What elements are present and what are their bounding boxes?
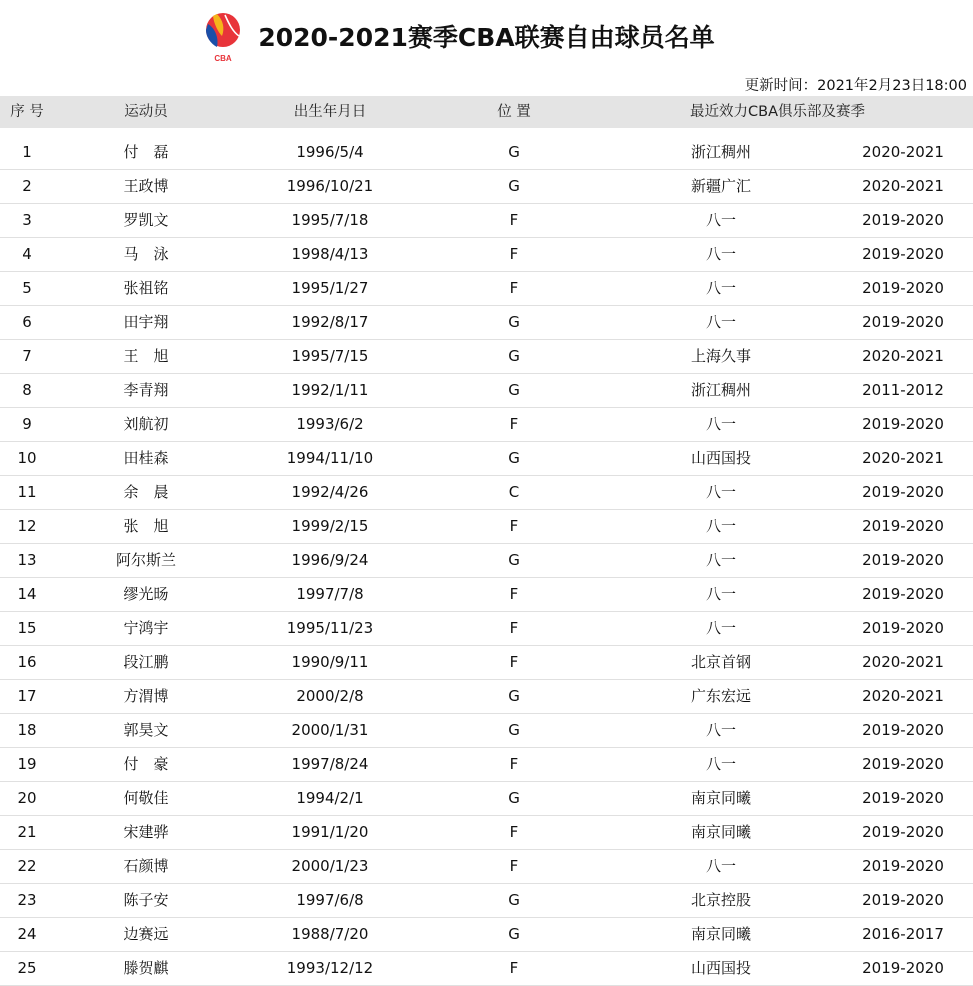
table-row — [0, 816, 973, 850]
cell-name: 宋建骅 — [123, 823, 169, 841]
cell-birth: 1994/2/1 — [296, 789, 364, 807]
table-row — [0, 272, 973, 306]
cell-name: 边赛远 — [123, 925, 169, 943]
cell-name: 滕贺麒 — [123, 959, 169, 977]
table-row — [0, 306, 973, 340]
cell-position: F — [509, 823, 519, 841]
table-row — [0, 612, 973, 646]
cell-position: F — [509, 653, 519, 671]
header-position: 位 置 — [497, 104, 531, 120]
cell-position: G — [508, 381, 520, 399]
cell-position: G — [508, 721, 520, 739]
cell-name: 张祖铭 — [123, 279, 169, 297]
cell-name: 石颜博 — [123, 857, 169, 875]
cell-birth: 1996/10/21 — [286, 177, 374, 195]
cell-season: 2019-2020 — [862, 279, 944, 297]
cell-position: F — [509, 245, 519, 263]
cell-season: 2019-2020 — [862, 585, 944, 603]
cell-no: 3 — [22, 211, 32, 229]
cell-position: F — [509, 517, 519, 535]
cell-no: 1 — [22, 143, 32, 161]
cell-club: 八一 — [705, 551, 736, 569]
cell-no: 18 — [17, 721, 37, 739]
cell-no: 23 — [17, 891, 37, 909]
table-row — [0, 510, 973, 544]
cell-club: 八一 — [705, 585, 736, 603]
cell-no: 25 — [17, 959, 37, 977]
cell-club: 浙江稠州 — [690, 143, 751, 161]
cell-no: 22 — [17, 857, 37, 875]
cell-position: G — [508, 177, 520, 195]
cell-name: 郭昊文 — [123, 721, 169, 739]
table-row — [0, 442, 973, 476]
cell-club: 八一 — [705, 279, 736, 297]
cell-birth: 1997/8/24 — [291, 755, 369, 773]
cell-season: 2019-2020 — [862, 211, 944, 229]
cell-birth: 1993/6/2 — [296, 415, 364, 433]
cell-club: 八一 — [705, 313, 736, 331]
cell-position: G — [508, 313, 520, 331]
table-row — [0, 782, 973, 816]
cell-season: 2020-2021 — [862, 143, 944, 161]
cell-name: 陈子安 — [123, 891, 169, 909]
table-row — [0, 238, 973, 272]
cell-birth: 1995/7/15 — [291, 347, 369, 365]
header-no: 序 号 — [10, 104, 44, 120]
cell-position: F — [509, 585, 519, 603]
table-row — [0, 952, 973, 986]
table-row — [0, 748, 973, 782]
cell-birth: 1999/2/15 — [291, 517, 369, 535]
cell-club: 八一 — [705, 619, 736, 637]
cell-season: 2020-2021 — [862, 449, 944, 467]
cell-name: 阿尔斯兰 — [115, 551, 176, 569]
cell-no: 4 — [22, 245, 32, 263]
table-row — [0, 408, 973, 442]
cell-position: F — [509, 857, 519, 875]
cell-birth: 2000/2/8 — [296, 687, 364, 705]
cell-season: 2011-2012 — [862, 381, 944, 399]
cell-birth: 1988/7/20 — [291, 925, 369, 943]
cell-season: 2019-2020 — [862, 891, 944, 909]
player-table-body — [0, 136, 973, 986]
cell-no: 7 — [22, 347, 32, 365]
cell-name: 段江鹏 — [123, 653, 169, 671]
cell-season: 2019-2020 — [862, 245, 944, 263]
cell-birth: 1995/11/23 — [286, 619, 374, 637]
cell-season: 2019-2020 — [862, 415, 944, 433]
header-birth: 出生年月日 — [293, 104, 367, 120]
cell-season: 2019-2020 — [862, 959, 944, 977]
cell-club: 上海久事 — [690, 347, 751, 365]
cell-birth: 1994/11/10 — [286, 449, 374, 467]
cell-birth: 1991/1/20 — [291, 823, 369, 841]
page-title: 2020-2021赛季CBA联赛自由球员名单 — [258, 23, 715, 52]
cell-club: 南京同曦 — [690, 823, 751, 841]
cell-season: 2019-2020 — [862, 721, 944, 739]
cell-season: 2019-2020 — [862, 789, 944, 807]
cell-birth: 2000/1/23 — [291, 857, 369, 875]
cell-birth: 1996/5/4 — [296, 143, 364, 161]
table-row — [0, 714, 973, 748]
cell-name: 刘航初 — [123, 415, 169, 433]
cell-no: 8 — [22, 381, 32, 399]
cell-name: 张 旭 — [123, 517, 169, 535]
update-time: 更新时间：2021年2月23日18:00 — [744, 78, 967, 94]
cell-no: 15 — [17, 619, 37, 637]
cell-name: 余 晨 — [123, 483, 169, 501]
cell-name: 李青翔 — [123, 381, 169, 399]
cell-position: G — [508, 925, 520, 943]
table-row — [0, 884, 973, 918]
cell-name: 宁鸿宇 — [123, 619, 169, 637]
table-header — [0, 96, 973, 128]
cell-club: 北京控股 — [690, 891, 751, 909]
cell-club: 八一 — [705, 211, 736, 229]
cell-club: 山西国投 — [690, 959, 751, 977]
cell-no: 11 — [17, 483, 37, 501]
cell-season: 2019-2020 — [862, 483, 944, 501]
cell-name: 方渭博 — [123, 687, 169, 705]
cell-birth: 1995/7/18 — [291, 211, 369, 229]
cell-club: 广东宏远 — [690, 687, 751, 705]
cell-club: 八一 — [705, 755, 736, 773]
table-row — [0, 544, 973, 578]
cell-no: 2 — [22, 177, 32, 195]
cell-no: 13 — [17, 551, 37, 569]
cell-season: 2020-2021 — [862, 347, 944, 365]
table-row — [0, 374, 973, 408]
cell-birth: 1997/7/8 — [296, 585, 364, 603]
cell-season: 2019-2020 — [862, 619, 944, 637]
table-row — [0, 136, 973, 170]
table-row — [0, 476, 973, 510]
cell-birth: 1996/9/24 — [291, 551, 369, 569]
cell-no: 24 — [17, 925, 37, 943]
cell-season: 2019-2020 — [862, 857, 944, 875]
table-row — [0, 918, 973, 952]
logo-text: CBA — [214, 54, 232, 63]
cell-name: 付 豪 — [123, 755, 169, 773]
cell-no: 14 — [17, 585, 37, 603]
cell-club: 北京首钢 — [690, 653, 751, 671]
cell-position: G — [508, 449, 520, 467]
cell-position: G — [508, 347, 520, 365]
cell-no: 16 — [17, 653, 37, 671]
table-row — [0, 204, 973, 238]
cell-name: 王 旭 — [123, 347, 169, 365]
cell-position: F — [509, 211, 519, 229]
cell-season: 2019-2020 — [862, 823, 944, 841]
cell-birth: 2000/1/31 — [291, 721, 369, 739]
cell-club: 八一 — [705, 415, 736, 433]
cell-season: 2019-2020 — [862, 551, 944, 569]
cell-no: 10 — [17, 449, 37, 467]
cell-season: 2016-2017 — [862, 925, 944, 943]
cell-birth: 1997/6/8 — [296, 891, 364, 909]
cell-no: 20 — [17, 789, 37, 807]
cell-position: G — [508, 551, 520, 569]
cell-season: 2019-2020 — [862, 313, 944, 331]
cell-name: 缪光旸 — [123, 585, 169, 603]
cell-season: 2020-2021 — [862, 177, 944, 195]
cell-no: 6 — [22, 313, 32, 331]
cell-no: 19 — [17, 755, 37, 773]
cell-season: 2020-2021 — [862, 687, 944, 705]
cell-no: 9 — [22, 415, 32, 433]
cell-name: 马 泳 — [123, 245, 169, 263]
cell-club: 浙江稠州 — [690, 381, 751, 399]
cell-position: F — [509, 959, 519, 977]
table-row — [0, 850, 973, 884]
cell-name: 田桂森 — [123, 449, 169, 467]
cell-position: F — [509, 619, 519, 637]
cell-club: 南京同曦 — [690, 789, 751, 807]
cell-birth: 1992/4/26 — [291, 483, 369, 501]
cell-birth: 1992/8/17 — [291, 313, 369, 331]
cell-no: 5 — [22, 279, 32, 297]
cell-club: 八一 — [705, 483, 736, 501]
cell-position: G — [508, 143, 520, 161]
cell-position: F — [509, 415, 519, 433]
cell-name: 田宇翔 — [123, 313, 169, 331]
cell-birth: 1998/4/13 — [291, 245, 369, 263]
table-row — [0, 646, 973, 680]
cell-name: 何敬佳 — [123, 789, 169, 807]
cell-name: 罗凯文 — [123, 211, 169, 229]
cell-birth: 1992/1/11 — [291, 381, 369, 399]
table-row — [0, 340, 973, 374]
table-row — [0, 578, 973, 612]
cell-season: 2019-2020 — [862, 517, 944, 535]
cell-name: 王政博 — [123, 177, 169, 195]
header-name: 运动员 — [124, 104, 168, 120]
cell-birth: 1995/1/27 — [291, 279, 369, 297]
cell-position: G — [508, 891, 520, 909]
cell-club: 八一 — [705, 245, 736, 263]
cell-name: 付 磊 — [123, 143, 169, 161]
cell-no: 17 — [17, 687, 37, 705]
cell-position: G — [508, 687, 520, 705]
cell-club: 山西国投 — [690, 449, 751, 467]
header-club-season: 最近效力CBA俱乐部及赛季 — [690, 104, 865, 120]
cell-club: 新疆广汇 — [690, 177, 751, 195]
cell-club: 八一 — [705, 721, 736, 739]
cell-no: 21 — [17, 823, 37, 841]
table-row — [0, 680, 973, 714]
cell-club: 南京同曦 — [690, 925, 751, 943]
cell-season: 2019-2020 — [862, 755, 944, 773]
cell-position: F — [509, 279, 519, 297]
cell-club: 八一 — [705, 517, 736, 535]
cell-season: 2020-2021 — [862, 653, 944, 671]
cell-position: G — [508, 789, 520, 807]
cell-no: 12 — [17, 517, 37, 535]
cell-position: C — [508, 483, 520, 501]
table-row — [0, 170, 973, 204]
cell-birth: 1990/9/11 — [291, 653, 369, 671]
cell-birth: 1993/12/12 — [286, 959, 374, 977]
cell-club: 八一 — [705, 857, 736, 875]
cell-position: F — [509, 755, 519, 773]
